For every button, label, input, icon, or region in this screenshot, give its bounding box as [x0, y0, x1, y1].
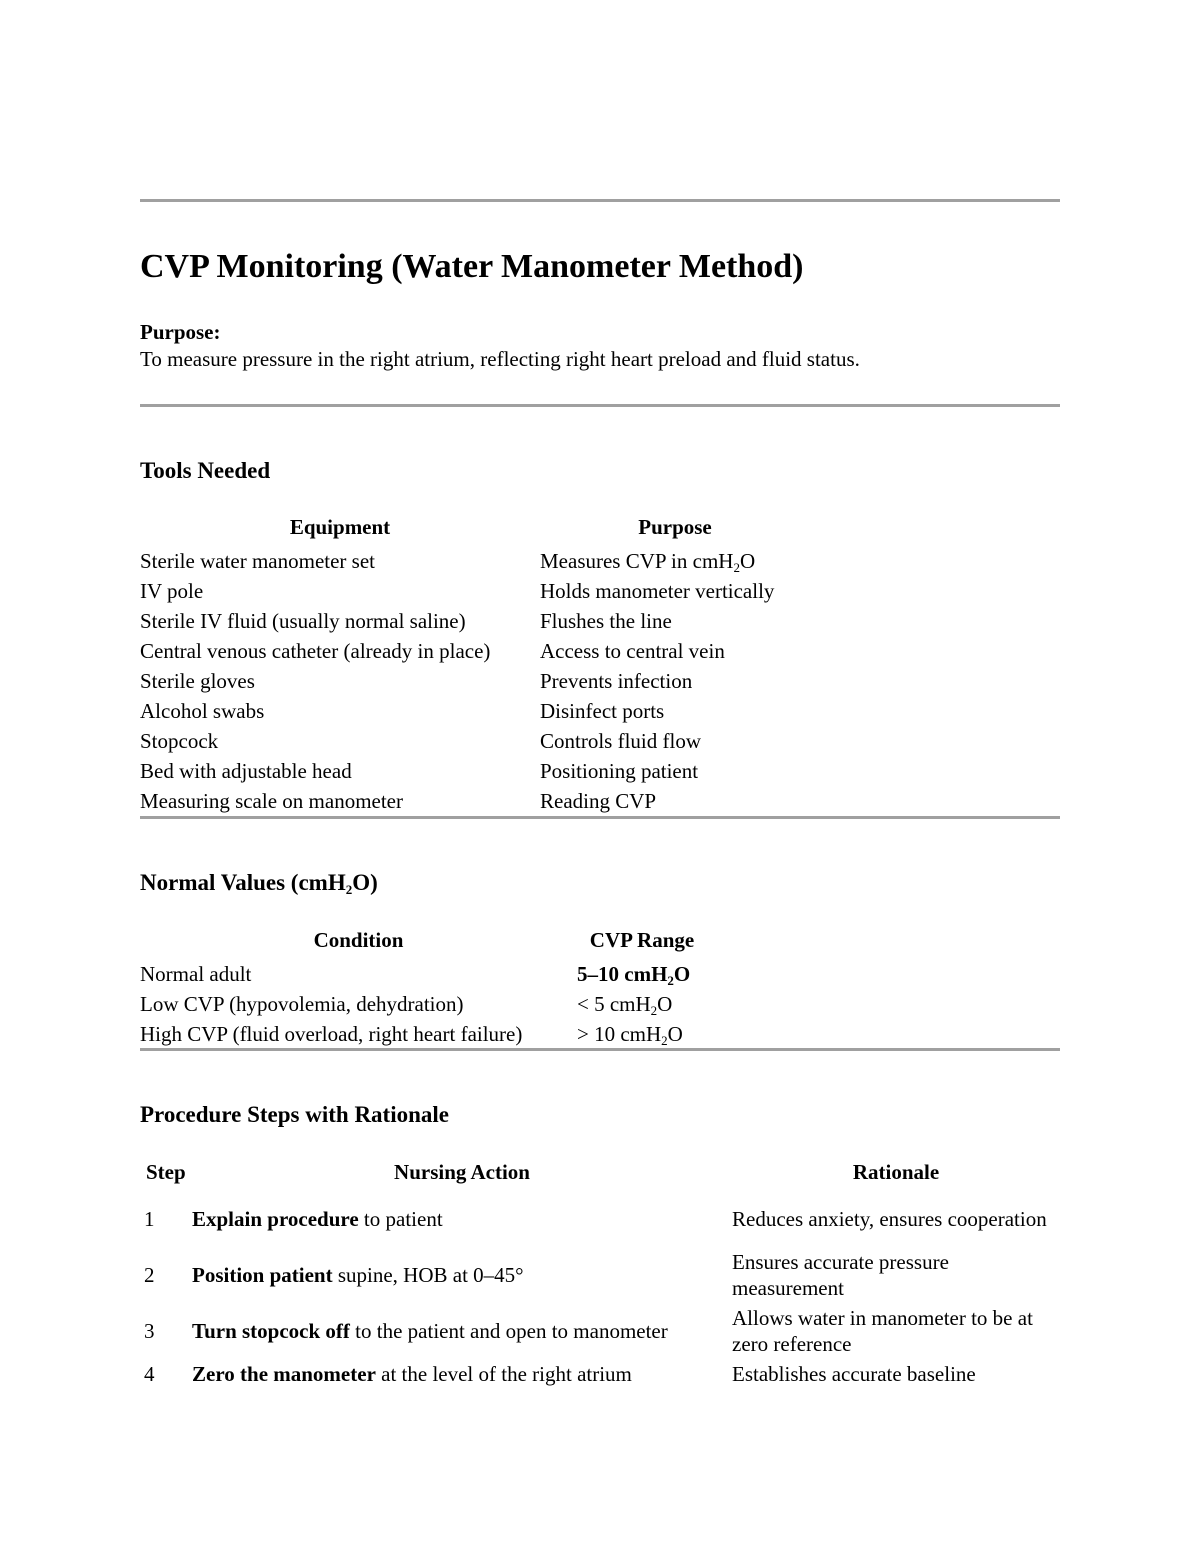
- tools-heading: Tools Needed: [140, 458, 271, 483]
- normal-values-header-row: [140, 927, 1060, 959]
- tools-row: [140, 756, 1060, 786]
- equipment-cell: Sterile water manometer set: [140, 549, 375, 573]
- procedure-heading: Procedure Steps with Rationale: [140, 1102, 449, 1127]
- tools-divider: [140, 816, 1060, 819]
- purpose-cell: Reading CVP: [540, 789, 657, 813]
- purpose-cell: Positioning patient: [540, 759, 699, 783]
- procedure-row: [140, 1303, 1060, 1359]
- tools-row: [140, 666, 1060, 696]
- step-number-cell: 4: [144, 1362, 155, 1386]
- nursing-action-cell: Zero the manometer at the level of the right atrium: [192, 1362, 632, 1386]
- purpose-cell: Controls fluid flow: [540, 729, 701, 753]
- equipment-cell: Measuring scale on manometer: [140, 789, 403, 813]
- column-header-condition: Condition: [313, 928, 404, 952]
- equipment-cell: Alcohol swabs: [140, 699, 265, 723]
- column-header-purpose: Purpose: [638, 515, 712, 539]
- equipment-cell: Sterile IV fluid (usually normal saline): [140, 609, 466, 633]
- tools-row: [140, 786, 1060, 816]
- column-header-rationale: Rationale: [852, 1160, 940, 1184]
- purpose-text: To measure pressure in the right atrium, reflecting right heart preload and fluid status.: [140, 347, 860, 371]
- procedure-row: [140, 1191, 1060, 1247]
- purpose-cell: Flushes the line: [540, 609, 672, 633]
- top-divider: [140, 199, 1060, 202]
- equipment-cell: Sterile gloves: [140, 669, 255, 693]
- tools-header-row: [140, 514, 1060, 546]
- column-header-step: Step: [146, 1160, 186, 1184]
- purpose-cell: Access to central vein: [540, 639, 725, 663]
- normal-values-row: [140, 959, 1060, 989]
- rationale-cell: Establishes accurate baseline: [732, 1362, 976, 1386]
- step-number-cell: 3: [144, 1319, 155, 1343]
- procedure-row: [140, 1247, 1060, 1303]
- nursing-action-cell: Explain procedure to patient: [192, 1207, 443, 1231]
- tools-row: [140, 546, 1060, 576]
- equipment-cell: Bed with adjustable head: [140, 759, 352, 783]
- condition-cell: Normal adult: [140, 962, 252, 986]
- purpose-cell: Prevents infection: [540, 669, 693, 693]
- procedure-row: [140, 1359, 1060, 1389]
- normal-values-table: [140, 927, 1060, 1049]
- equipment-cell: IV pole: [140, 579, 204, 603]
- equipment-cell: Stopcock: [140, 729, 219, 753]
- condition-cell: Low CVP (hypovolemia, dehydration): [140, 992, 464, 1016]
- purpose-divider: [140, 404, 1060, 407]
- column-header-equipment: Equipment: [289, 515, 391, 539]
- rationale-cell: Reduces anxiety, ensures cooperation: [732, 1207, 1047, 1231]
- nursing-action-cell: Turn stopcock off to the patient and open to manometer: [192, 1319, 668, 1343]
- page-title: CVP Monitoring (Water Manometer Method): [140, 248, 804, 285]
- tools-row: [140, 636, 1060, 666]
- normal-values-row: [140, 1019, 1060, 1049]
- column-header-cvp-range: CVP Range: [589, 928, 695, 952]
- normal-values-heading: Normal Values (cmH$_2$O): [140, 870, 378, 897]
- tools-row: [140, 606, 1060, 636]
- cvp-range-cell: > 10 cmH$_2$O: [577, 1022, 683, 1048]
- procedure-table: [140, 1159, 1060, 1389]
- tools-row: [140, 726, 1060, 756]
- rationale-cell: Ensures accurate pressure measurement: [732, 1250, 949, 1300]
- step-number-cell: 1: [144, 1207, 155, 1231]
- nursing-action-cell: Position patient supine, HOB at 0–45°: [192, 1263, 524, 1287]
- step-number-cell: 2: [144, 1263, 155, 1287]
- purpose-cell: Holds manometer vertically: [540, 579, 775, 603]
- purpose-cell: Measures CVP in cmH$_2$O: [540, 549, 756, 575]
- purpose-cell: Disinfect ports: [540, 699, 665, 723]
- equipment-cell: Central venous catheter (already in place): [140, 639, 491, 663]
- normal-values-divider: [140, 1048, 1060, 1051]
- purpose-label: Purpose:: [140, 320, 221, 344]
- cvp-range-cell: 5–10 cmH$_2$O: [577, 962, 691, 988]
- cvp-range-cell: < 5 cmH$_2$O: [577, 992, 673, 1018]
- tools-row: [140, 576, 1060, 606]
- condition-cell: High CVP (fluid overload, right heart failure): [140, 1022, 523, 1046]
- normal-values-row: [140, 989, 1060, 1019]
- rationale-cell: Allows water in manometer to be at zero reference: [732, 1306, 1033, 1356]
- tools-row: [140, 696, 1060, 726]
- tools-table: [140, 514, 1060, 816]
- column-header-nursing-action: Nursing Action: [394, 1160, 530, 1184]
- procedure-header-row: [140, 1159, 1060, 1191]
